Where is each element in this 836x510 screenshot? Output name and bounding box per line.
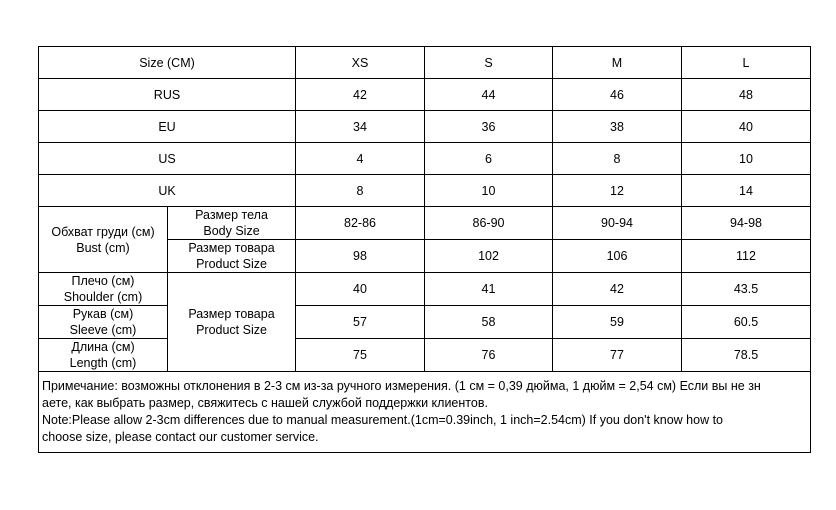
row-label-us: US <box>39 143 296 175</box>
length-row <box>39 339 811 372</box>
row-label-eu: EU <box>39 111 296 143</box>
table-cell: 12 <box>553 175 682 207</box>
table-cell: 48 <box>682 79 811 111</box>
table-cell: 34 <box>296 111 425 143</box>
body-size-label-ru: Размер тела <box>195 208 268 222</box>
product-size-label <box>168 240 296 273</box>
product-size-label-en: Product Size <box>196 257 267 271</box>
table-cell: 46 <box>553 79 682 111</box>
size-s-header: S <box>425 47 553 79</box>
note-line-ru-2: аете, как выбрать размер, свяжитесь с нашей службой поддержки клиентов. <box>42 396 488 410</box>
sleeve-row <box>39 306 811 339</box>
bust-label-en: Bust (cm) <box>76 240 130 255</box>
size-xs-header: XS <box>296 47 425 79</box>
note-line-ru-1: Примечание: возможны отклонения в 2-3 см из-за ручного измерения. (1 см = 0,39 дюйма, 1 дюйм = 2,54 см) Если вы не зн <box>42 379 761 393</box>
length-label-en: Length (cm) <box>69 356 137 370</box>
bust-body-size-row <box>39 207 811 240</box>
table-cell: 76 <box>425 339 553 372</box>
sleeve-label-en: Sleeve (cm) <box>69 323 137 337</box>
table-cell: 8 <box>553 143 682 175</box>
size-m-header: M <box>553 47 682 79</box>
rus-row <box>39 79 811 111</box>
bust-label <box>39 207 168 273</box>
row-label-rus: RUS <box>39 79 296 111</box>
table-cell: 75 <box>296 339 425 372</box>
table-cell: 41 <box>425 273 553 306</box>
size-note <box>39 372 811 453</box>
shoulder-label-en: Shoulder (cm) <box>63 290 143 304</box>
table-cell: 38 <box>553 111 682 143</box>
table-cell: 8 <box>296 175 425 207</box>
product-size-label-ru: Размер товара <box>188 241 275 255</box>
table-cell: 42 <box>296 79 425 111</box>
shoulder-label-ru: Плечо (см) <box>71 274 135 288</box>
table-cell: 98 <box>296 240 425 273</box>
table-cell: 10 <box>425 175 553 207</box>
eu-row <box>39 111 811 143</box>
bust-label-ru: Обхват груди (см) <box>51 224 155 239</box>
size-l-header: L <box>682 47 811 79</box>
table-cell: 44 <box>425 79 553 111</box>
header-label: Size (CM) <box>39 47 296 79</box>
table-cell: 43.5 <box>682 273 811 306</box>
length-label <box>39 339 168 372</box>
body-size-label-en: Body Size <box>203 224 260 238</box>
table-cell: 78.5 <box>682 339 811 372</box>
table-cell: 40 <box>682 111 811 143</box>
row-label-uk: UK <box>39 175 296 207</box>
table-cell: 6 <box>425 143 553 175</box>
shoulder-row <box>39 273 811 306</box>
sleeve-label <box>39 306 168 339</box>
product-size-group-label <box>168 273 296 372</box>
note-row <box>39 372 811 453</box>
us-row <box>39 143 811 175</box>
table-cell: 102 <box>425 240 553 273</box>
table-cell: 10 <box>682 143 811 175</box>
note-line-en-1: Note:Please allow 2-3cm differences due to manual measurement.(1cm=0.39inch, 1 inch=2.54cm) If you don't know how to <box>42 413 723 427</box>
table-cell: 106 <box>553 240 682 273</box>
table-cell: 60.5 <box>682 306 811 339</box>
shoulder-label <box>39 273 168 306</box>
table-cell: 4 <box>296 143 425 175</box>
table-cell: 57 <box>296 306 425 339</box>
table-cell: 40 <box>296 273 425 306</box>
product-size-group-label-en: Product Size <box>196 323 267 337</box>
body-size-label <box>168 207 296 240</box>
table-cell: 14 <box>682 175 811 207</box>
table-cell: 90-94 <box>553 207 682 240</box>
table-cell: 112 <box>682 240 811 273</box>
size-chart-table <box>38 46 811 453</box>
table-cell: 42 <box>553 273 682 306</box>
table-cell: 36 <box>425 111 553 143</box>
table-cell: 82-86 <box>296 207 425 240</box>
length-label-ru: Длина (см) <box>71 340 135 354</box>
table-cell: 86-90 <box>425 207 553 240</box>
uk-row <box>39 175 811 207</box>
sleeve-label-ru: Рукав (см) <box>72 307 134 321</box>
header-row <box>39 47 811 79</box>
table-cell: 59 <box>553 306 682 339</box>
table-cell: 77 <box>553 339 682 372</box>
note-line-en-2: choose size, please contact our customer service. <box>42 430 319 444</box>
table-cell: 58 <box>425 306 553 339</box>
table-cell: 94-98 <box>682 207 811 240</box>
product-size-group-label-ru: Размер товара <box>188 307 275 321</box>
